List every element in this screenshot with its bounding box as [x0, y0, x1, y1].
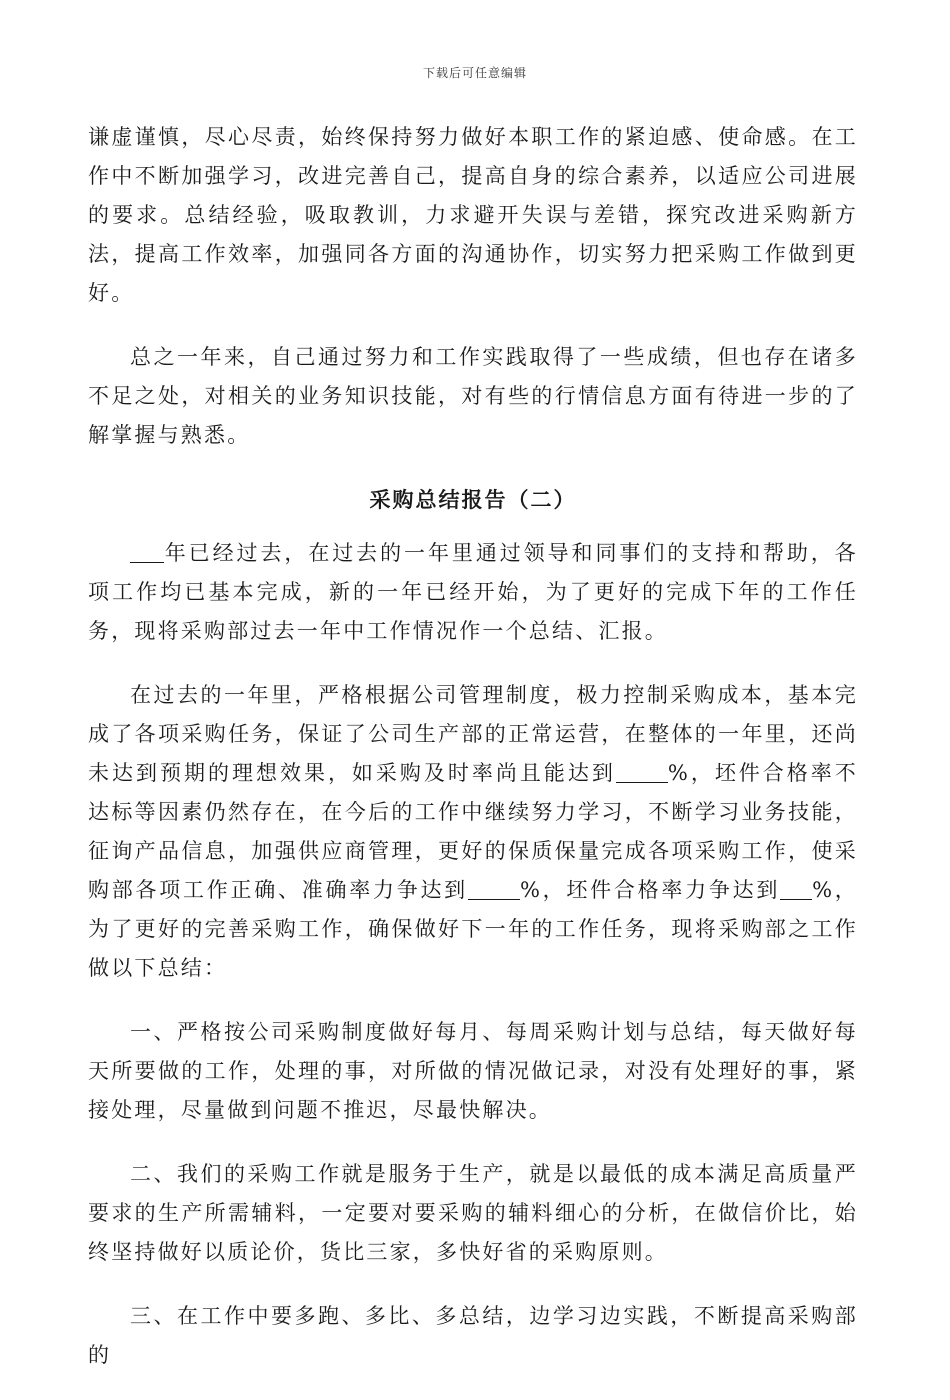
overview-text-c: %，坯件合格率力争达到 [519, 878, 781, 902]
paragraph-continued: 谦虚谨慎，尽心尽责，始终保持努力做好本职工作的紧迫感、使命感。在工作中不断加强学习，改进完善自己，提高自身的综合素养，以适应公司进展的要求。总结经验，吸取教训，力求避开失误与差错，探究改进采购新方法，提高工作效率，加强同各方面的沟通协作，切实努力把采购工作做到更好。 [88, 125, 858, 305]
paragraph-intro [88, 534, 858, 651]
paragraph-item-1: 一、严格按公司采购制度做好每月、每周采购计划与总结，每天做好每天所要做的工作，处理的事，对所做的情况做记录，对没有处理好的事，紧接处理，尽量做到问题不推迟，尽最快解决。 [88, 1020, 858, 1122]
fill-in-blank [780, 877, 812, 900]
fill-in-blank [130, 540, 164, 563]
paragraph-item-3: 三、在工作中要多跑、多比、多总结，边学习边实践，不断提高采购部的 [88, 1304, 858, 1367]
overview-text-d: %，为了更好的完善采购工作，确保做好下一年的工作任务，现将采购部之工作做以下总结： [88, 878, 859, 980]
section-title: 采购总结报告（二） [369, 487, 577, 512]
paragraph-intro-text: 年已经过去，在过去的一年里通过领导和同事们的支持和帮助，各项工作均已基本完成，新的一年已经开始，为了更好的完成下年的工作任务，现将采购部过去一年中工作情况作一个总结、汇报。 [88, 541, 858, 643]
overview-text-b: %，坯件合格率不达标等因素仍然存在，在今后的工作中继续努力学习，不断学习业务技能，征询产品信息，加强供应商管理，更好的保质保量完成各项采购工作，使采购部各项工作正确、准确率力争达到 [88, 761, 858, 902]
paragraph-item-2: 二、我们的采购工作就是服务于生产，就是以最低的成本满足高质量严要求的生产所需辅料，一定要对要采购的辅料细心的分析，在做信价比，始终坚持做好以质论价，货比三家，多快好省的采购原则。 [88, 1162, 858, 1264]
fill-in-blank [616, 760, 668, 783]
header-note: 下载后可任意编辑 [422, 66, 527, 80]
overview-text-a: 在过去的一年里，严格根据公司管理制度，极力控制采购成本，基本完成了各项采购任务，保证了公司生产部的正常运营，在整体的一年里，还尚未达到预期的理想效果，如采购及时率尚且能达到 [88, 683, 858, 785]
paragraph-overview [88, 676, 858, 988]
paragraph-summary: 总之一年来，自己通过努力和工作实践取得了一些成绩，但也存在诸多不足之处，对相关的业务知识技能，对有些的行情信息方面有待进一步的了解掌握与熟悉。 [88, 345, 858, 447]
document-body [88, 118, 858, 1400]
fill-in-blank [468, 877, 520, 900]
